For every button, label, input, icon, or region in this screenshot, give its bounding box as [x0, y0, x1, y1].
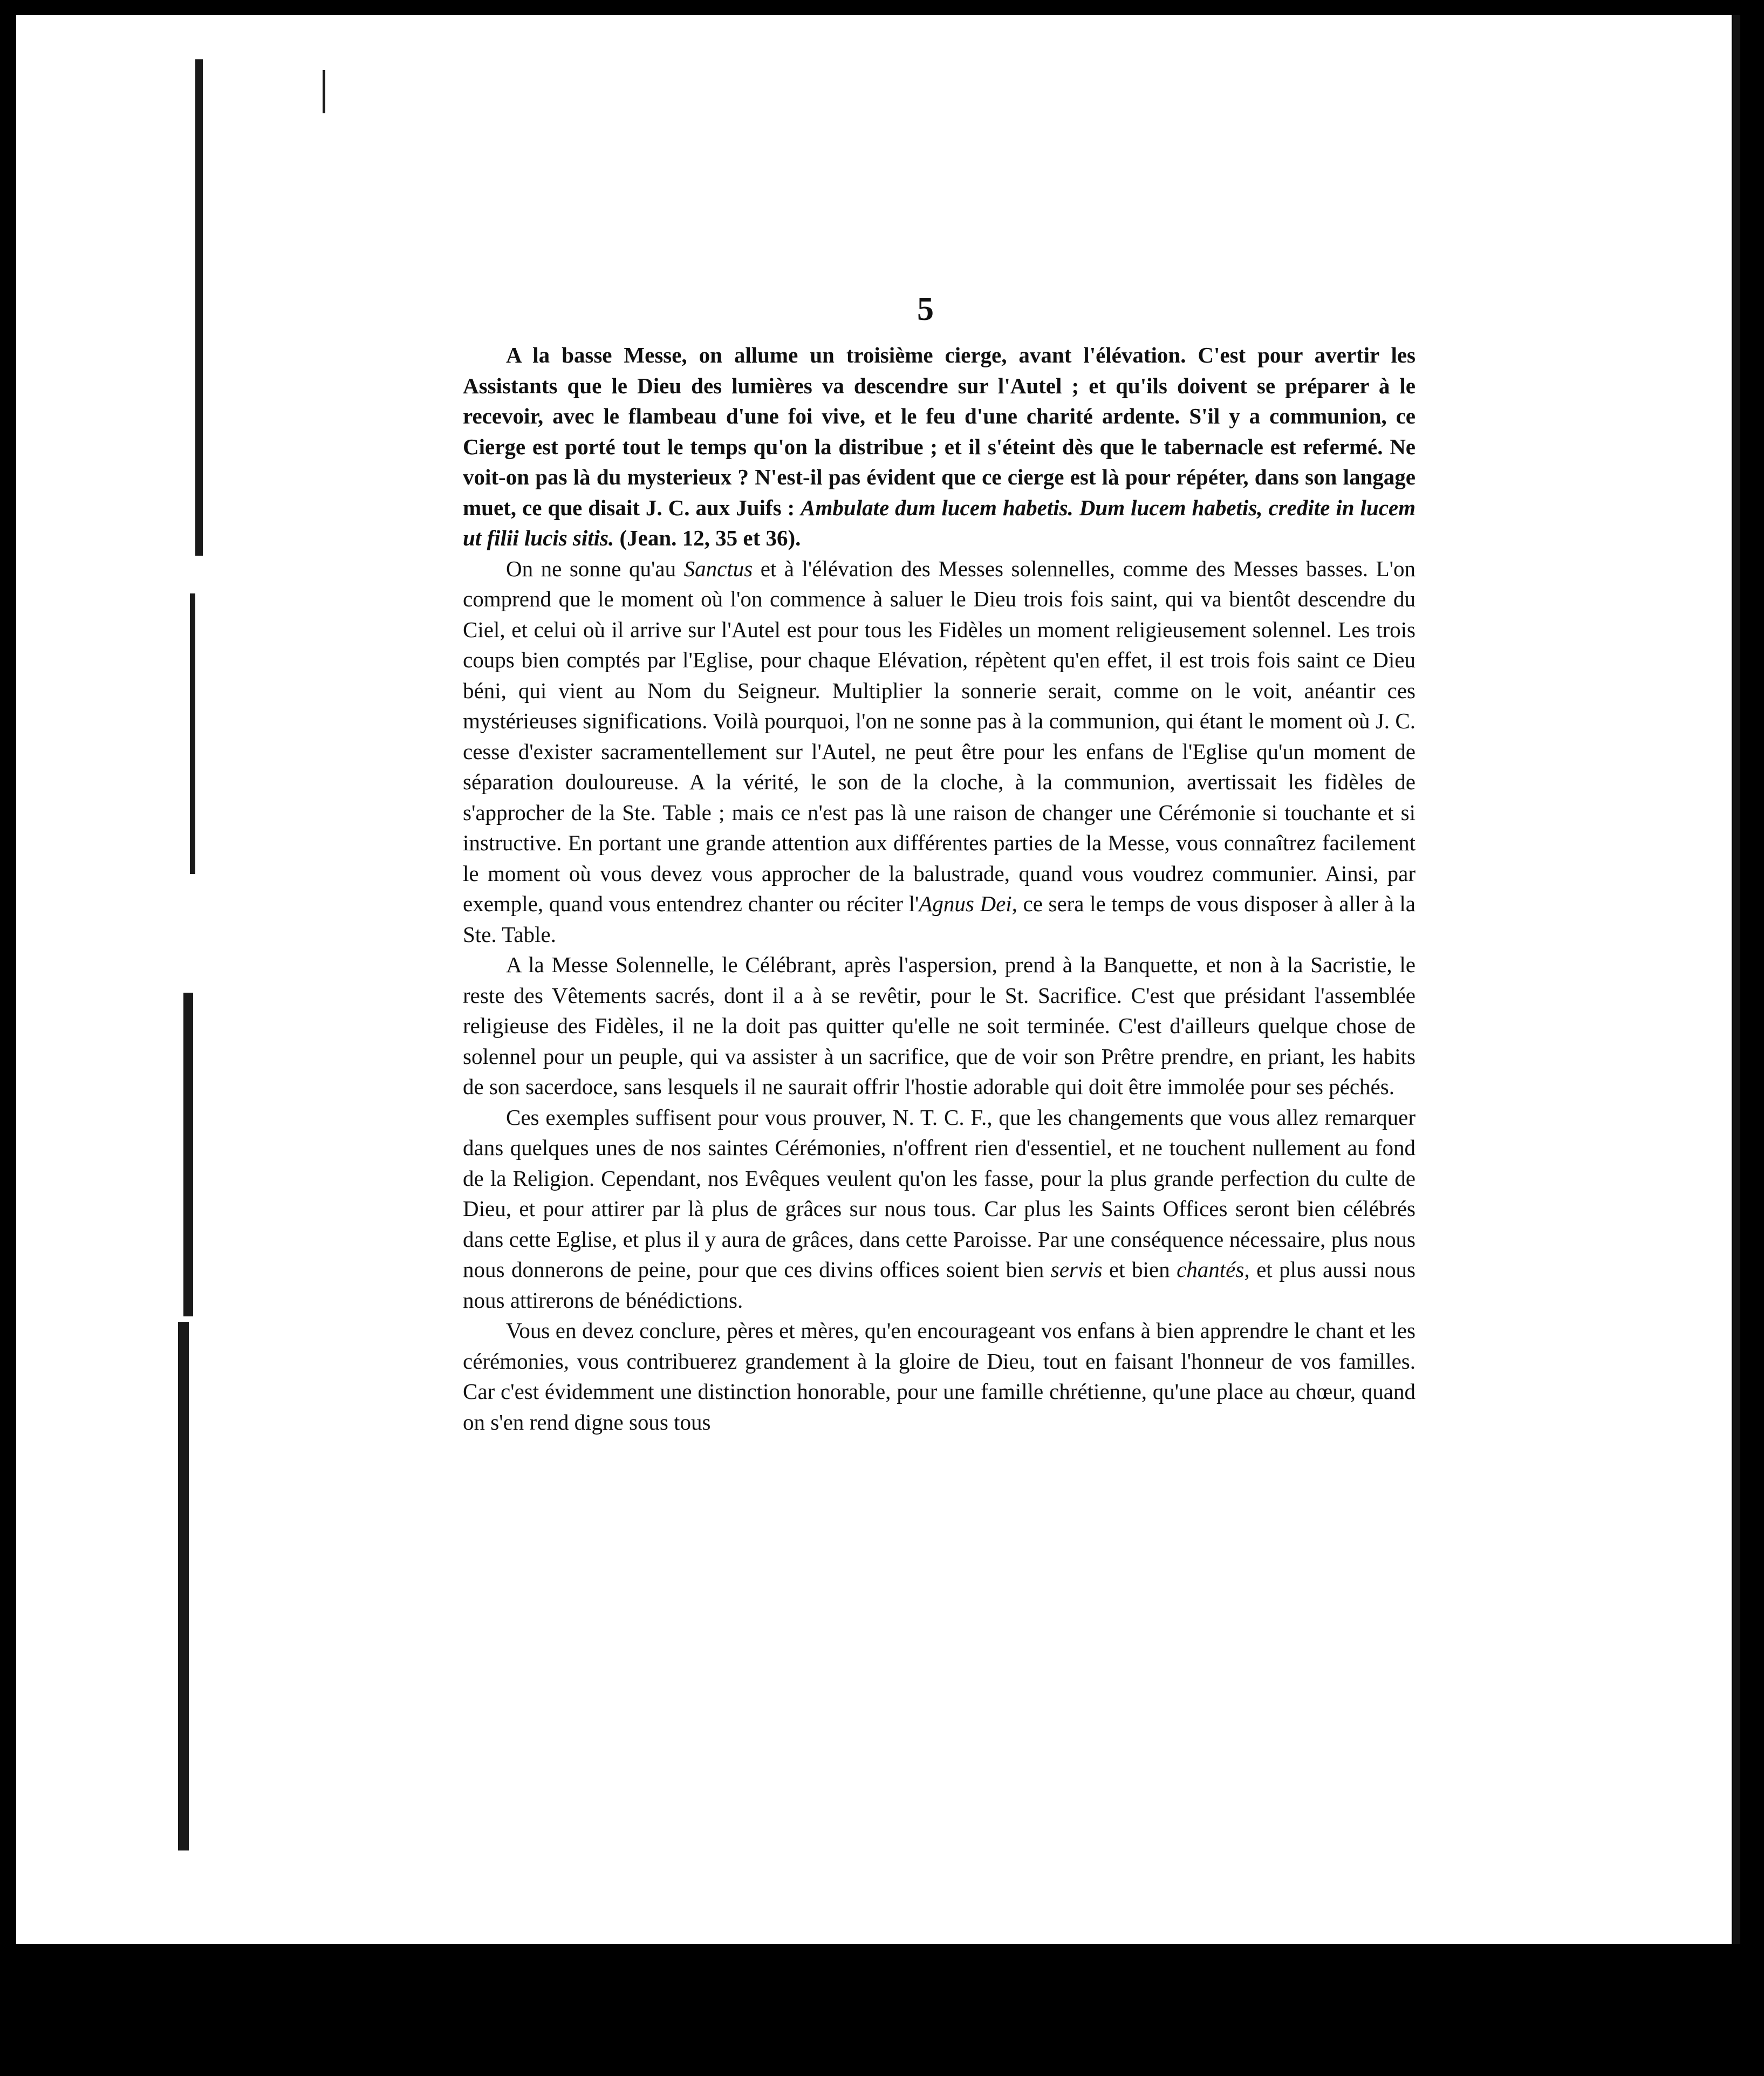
- paragraph-4: [463, 1102, 1416, 1316]
- paragraph-3-text: A la Messe Solennelle, le Célébrant, après l'aspersion, prend à la Banquette, et non à la Sacristie, le reste des Vêtements sacrés, dont il a à se revêtir, pour le St. Sacrifice. C'est que présidant l'assemblée religieuse des Fidèles, il ne la doit pas quitter qu'elle ne soit terminée. C'est d'ailleurs quelque chose de solennel pour un peuple, qui va assister à un sacrifice, que de voir son Prêtre prendre, en priant, les habits de son sacerdoce, sans lesquels il ne saurait offrir l'hostie adorable qui doit être immolée pour ses péchés.: [463, 952, 1416, 1099]
- paragraph-4-text-c: et plus aussi nous nous attirerons de bénédictions.: [463, 1257, 1416, 1313]
- page-right-edge: [1733, 15, 1740, 1944]
- paragraph-4-text-a: Ces exemples suffisent pour vous prouver, N. T. C. F., que les changements que vous allez remarquer dans quelques unes de nos saintes Cérémonies, n'offrent rien d'essentiel, et ne touchent nullement au fond de la Religion. Cependant, nos Evêques veulent qu'on les fasse, pour la plus grande perfection du culte de Dieu, et pour attirer par là plus de grâces sur nous tous. Car plus les Saints Offices seront bien célébrés dans cette Eglise, et plus il y aura de grâces, dans cette Paroisse. Par une conséquence nécessaire, plus nous nous donnerons de peine, pour que ces divins offices soient bien: [463, 1104, 1416, 1282]
- paragraph-3: [463, 950, 1416, 1102]
- page-number: 5: [917, 291, 934, 327]
- paragraph-1: [463, 340, 1416, 554]
- binding-mark-bottom: [178, 1322, 189, 1850]
- binding-mark-upper-middle: [190, 593, 195, 874]
- paragraph-2-text-a: On ne sonne qu'au: [506, 556, 684, 581]
- binding-mark-top: [195, 59, 203, 556]
- paragraph-4-text-b: et bien: [1102, 1257, 1177, 1282]
- paragraph-2-agnus-dei: Agnus Dei,: [919, 891, 1017, 916]
- paragraph-2-sanctus: Sanctus: [683, 556, 753, 581]
- paragraph-5: [463, 1315, 1416, 1437]
- binding-mark-lower-middle: [183, 993, 193, 1316]
- paragraph-2: [463, 554, 1416, 950]
- paragraph-1-latin-quote: Ambulate dum lucem habetis. Dum lucem habetis, credite in lucem ut filii lucis sitis.: [463, 495, 1416, 550]
- paragraph-2-text-c: ce sera le temps de vous disposer à aller à la Ste. Table.: [463, 891, 1416, 947]
- body-text: [463, 340, 1416, 1437]
- paragraph-4-servis: servis: [1050, 1257, 1103, 1282]
- paragraph-4-chantes: chantés,: [1177, 1257, 1250, 1282]
- paragraph-1-text: A la basse Messe, on allume un troisième cierge, avant l'élévation. C'est pour avertir les Assistants que le Dieu des lumières va descendre sur l'Autel ; et qu'ils doivent se préparer à le recevoir, avec le flambeau d'une foi vive, et le feu d'une charité ardente. S'il y a communion, ce Cierge est porté tout le temps qu'on la distribue ; et il s'éteint dès que le tabernacle est refermé. Ne voit-on pas là du mysterieux ? N'est-il pas évident que ce cierge est là pour répéter, dans son langage muet, ce que disait J. C. aux Juifs :: [463, 343, 1416, 520]
- paragraph-5-text: Vous en devez conclure, pères et mères, qu'en encourageant vos enfans à bien apprendre le chant et les cérémonies, vous contribuerez grandement à la gloire de Dieu, tout en faisant l'honneur de vos familles. Car c'est évidemment une distinction honorable, pour une famille chrétienne, qu'une place au chœur, quand on s'en rend digne sous tous: [463, 1318, 1416, 1435]
- paragraph-1-citation: (Jean. 12, 35 et 36).: [614, 525, 801, 550]
- tick-mark: [323, 70, 325, 113]
- paragraph-2-text-b: et à l'élévation des Messes solennelles, comme des Messes basses. L'on comprend que le moment où l'on commence à saluer le Dieu trois fois saint, qui va bientôt descendre du Ciel, et celui où il arrive sur l'Autel est pour tous les Fidèles un moment religieusement solennel. Les trois coups bien comptés par l'Eglise, pour chaque Elévation, répètent qu'en effet, il est trois fois saint ce Dieu béni, qui vient au Nom du Seigneur. Multiplier la sonnerie serait, comme on le voit, anéantir ces mystérieuses significations. Voilà pourquoi, l'on ne sonne pas à la communion, qui étant le moment où J. C. cesse d'exister sacramentellement sur l'Autel, ne peut être pour les enfans de l'Eglise qu'un moment de séparation douloureuse. A la vérité, le son de la cloche, à la communion, avertissait les fidèles de s'approcher de la Ste. Table ; mais ce n'est pas là une raison de changer une Cérémonie si touchante et si instructive. En portant une grande attention aux différentes parties de la Messe, vous connaîtrez facilement le moment où vous devez vous approcher de la balustrade, quand vous voudrez communier. Ainsi, par exemple, quand vous entendrez chanter ou réciter l': [463, 556, 1416, 916]
